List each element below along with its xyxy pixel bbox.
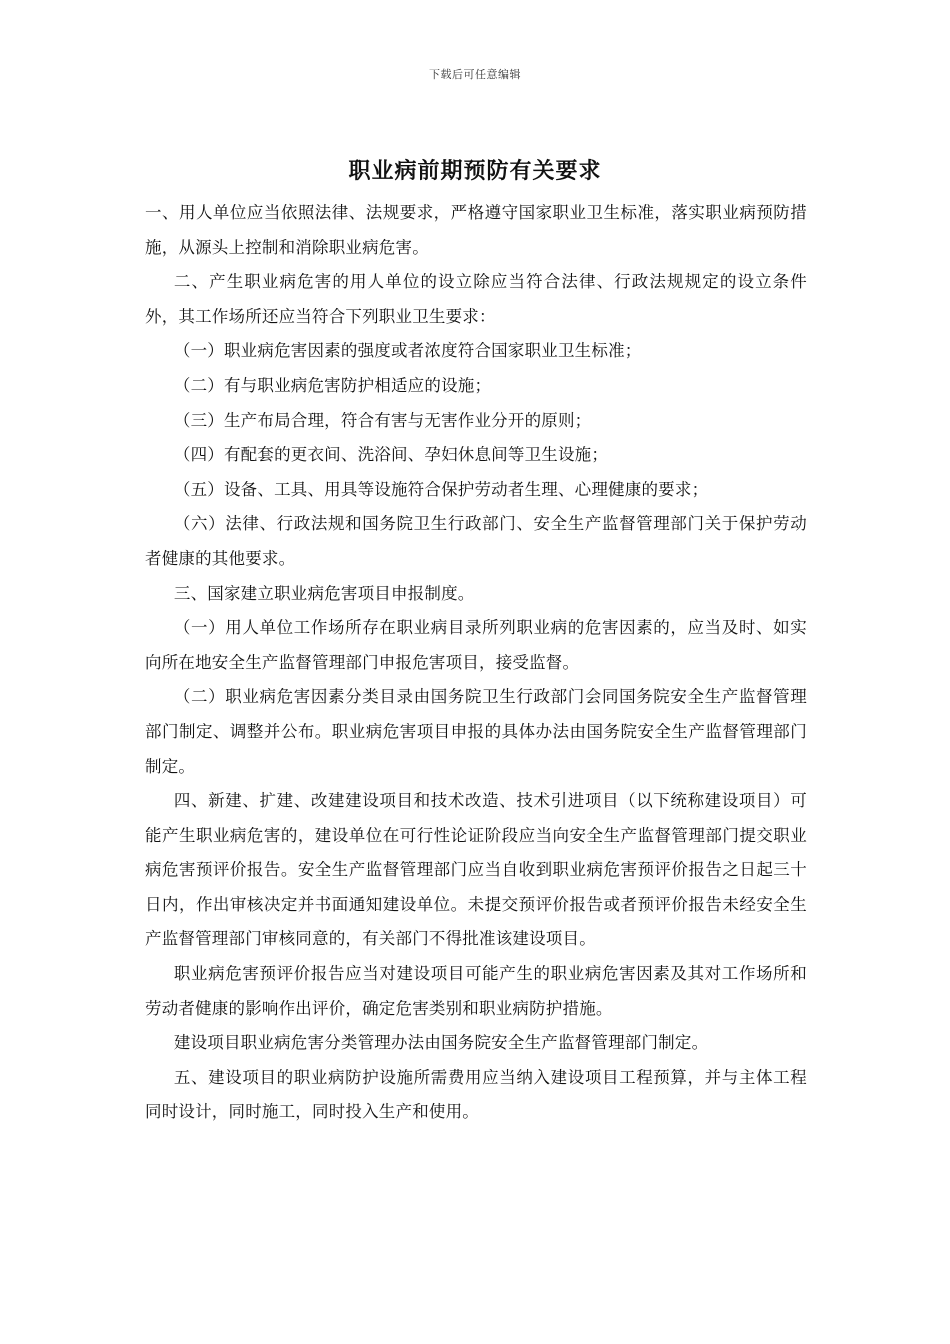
paragraph-3: 三、国家建立职业病危害项目申报制度。 [173, 583, 475, 603]
document-body [145, 196, 807, 1130]
paragraph-2-item-4: （四）有配套的更衣间、洗浴间、孕妇休息间等卫生设施； [173, 445, 609, 465]
paragraph-4-note-1: 职业病危害预评价报告应当对建设项目可能产生的职业病危害因素及其对工作场所和劳动者健康的影响作出评价，确定危害类别和职业病防护措施。 [145, 964, 807, 1018]
paragraph-1: 一、用人单位应当依照法律、法规要求，严格遵守国家职业卫生标准，落实职业病预防措施，从源头上控制和消除职业病危害。 [145, 203, 807, 257]
paragraph-4: 四、新建、扩建、改建建设项目和技术改造、技术引进项目（以下统称建设项目）可能产生职业病危害的，建设单位在可行性论证阶段应当向安全生产监督管理部门提交职业病危害预评价报告。安全生产监督管理部门应当自收到职业病危害预评价报告之日起三十日内，作出审核决定并书面通知建设单位。未提交预评价报告或者预评价报告未经安全生产监督管理部门审核同意的，有关部门不得批准该建设项目。 [145, 791, 807, 949]
paragraph-5: 五、建设项目的职业病防护设施所需费用应当纳入建设项目工程预算，并与主体工程同时设计，同时施工，同时投入生产和使用。 [145, 1067, 807, 1122]
paragraph-2-item-5: （五）设备、工具、用具等设施符合保护劳动者生理、心理健康的要求； [173, 479, 709, 499]
paragraph-2-item-6: （六）法律、行政法规和国务院卫生行政部门、安全生产监督管理部门关于保护劳动者健康的其他要求。 [145, 514, 807, 568]
paragraph-2-item-2: （二）有与职业病危害防护相适应的设施； [173, 375, 492, 395]
header-note: 下载后可任意编辑 [429, 68, 521, 81]
paragraph-3-item-1: （一）用人单位工作场所存在职业病目录所列职业病的危害因素的，应当及时、如实向所在地安全生产监督管理部门申报危害项目，接受监督。 [145, 618, 807, 672]
paragraph-4-note-2: 建设项目职业病危害分类管理办法由国务院安全生产监督管理部门制定。 [173, 1033, 709, 1053]
paragraph-2-item-3: （三）生产布局合理，符合有害与无害作业分开的原则； [173, 410, 592, 430]
paragraph-2-item-1: （一）职业病危害因素的强度或者浓度符合国家职业卫生标准； [173, 341, 642, 361]
paragraph-3-item-2: （二）职业病危害因素分类目录由国务院卫生行政部门会同国务院安全生产监督管理部门制定、调整并公布。职业病危害项目申报的具体办法由国务院安全生产监督管理部门制定。 [145, 687, 807, 776]
document-title: 职业病前期预防有关要求 [348, 158, 602, 184]
paragraph-2: 二、产生职业病危害的用人单位的设立除应当符合法律、行政法规规定的设立条件外，其工作场所还应当符合下列职业卫生要求： [145, 272, 807, 326]
